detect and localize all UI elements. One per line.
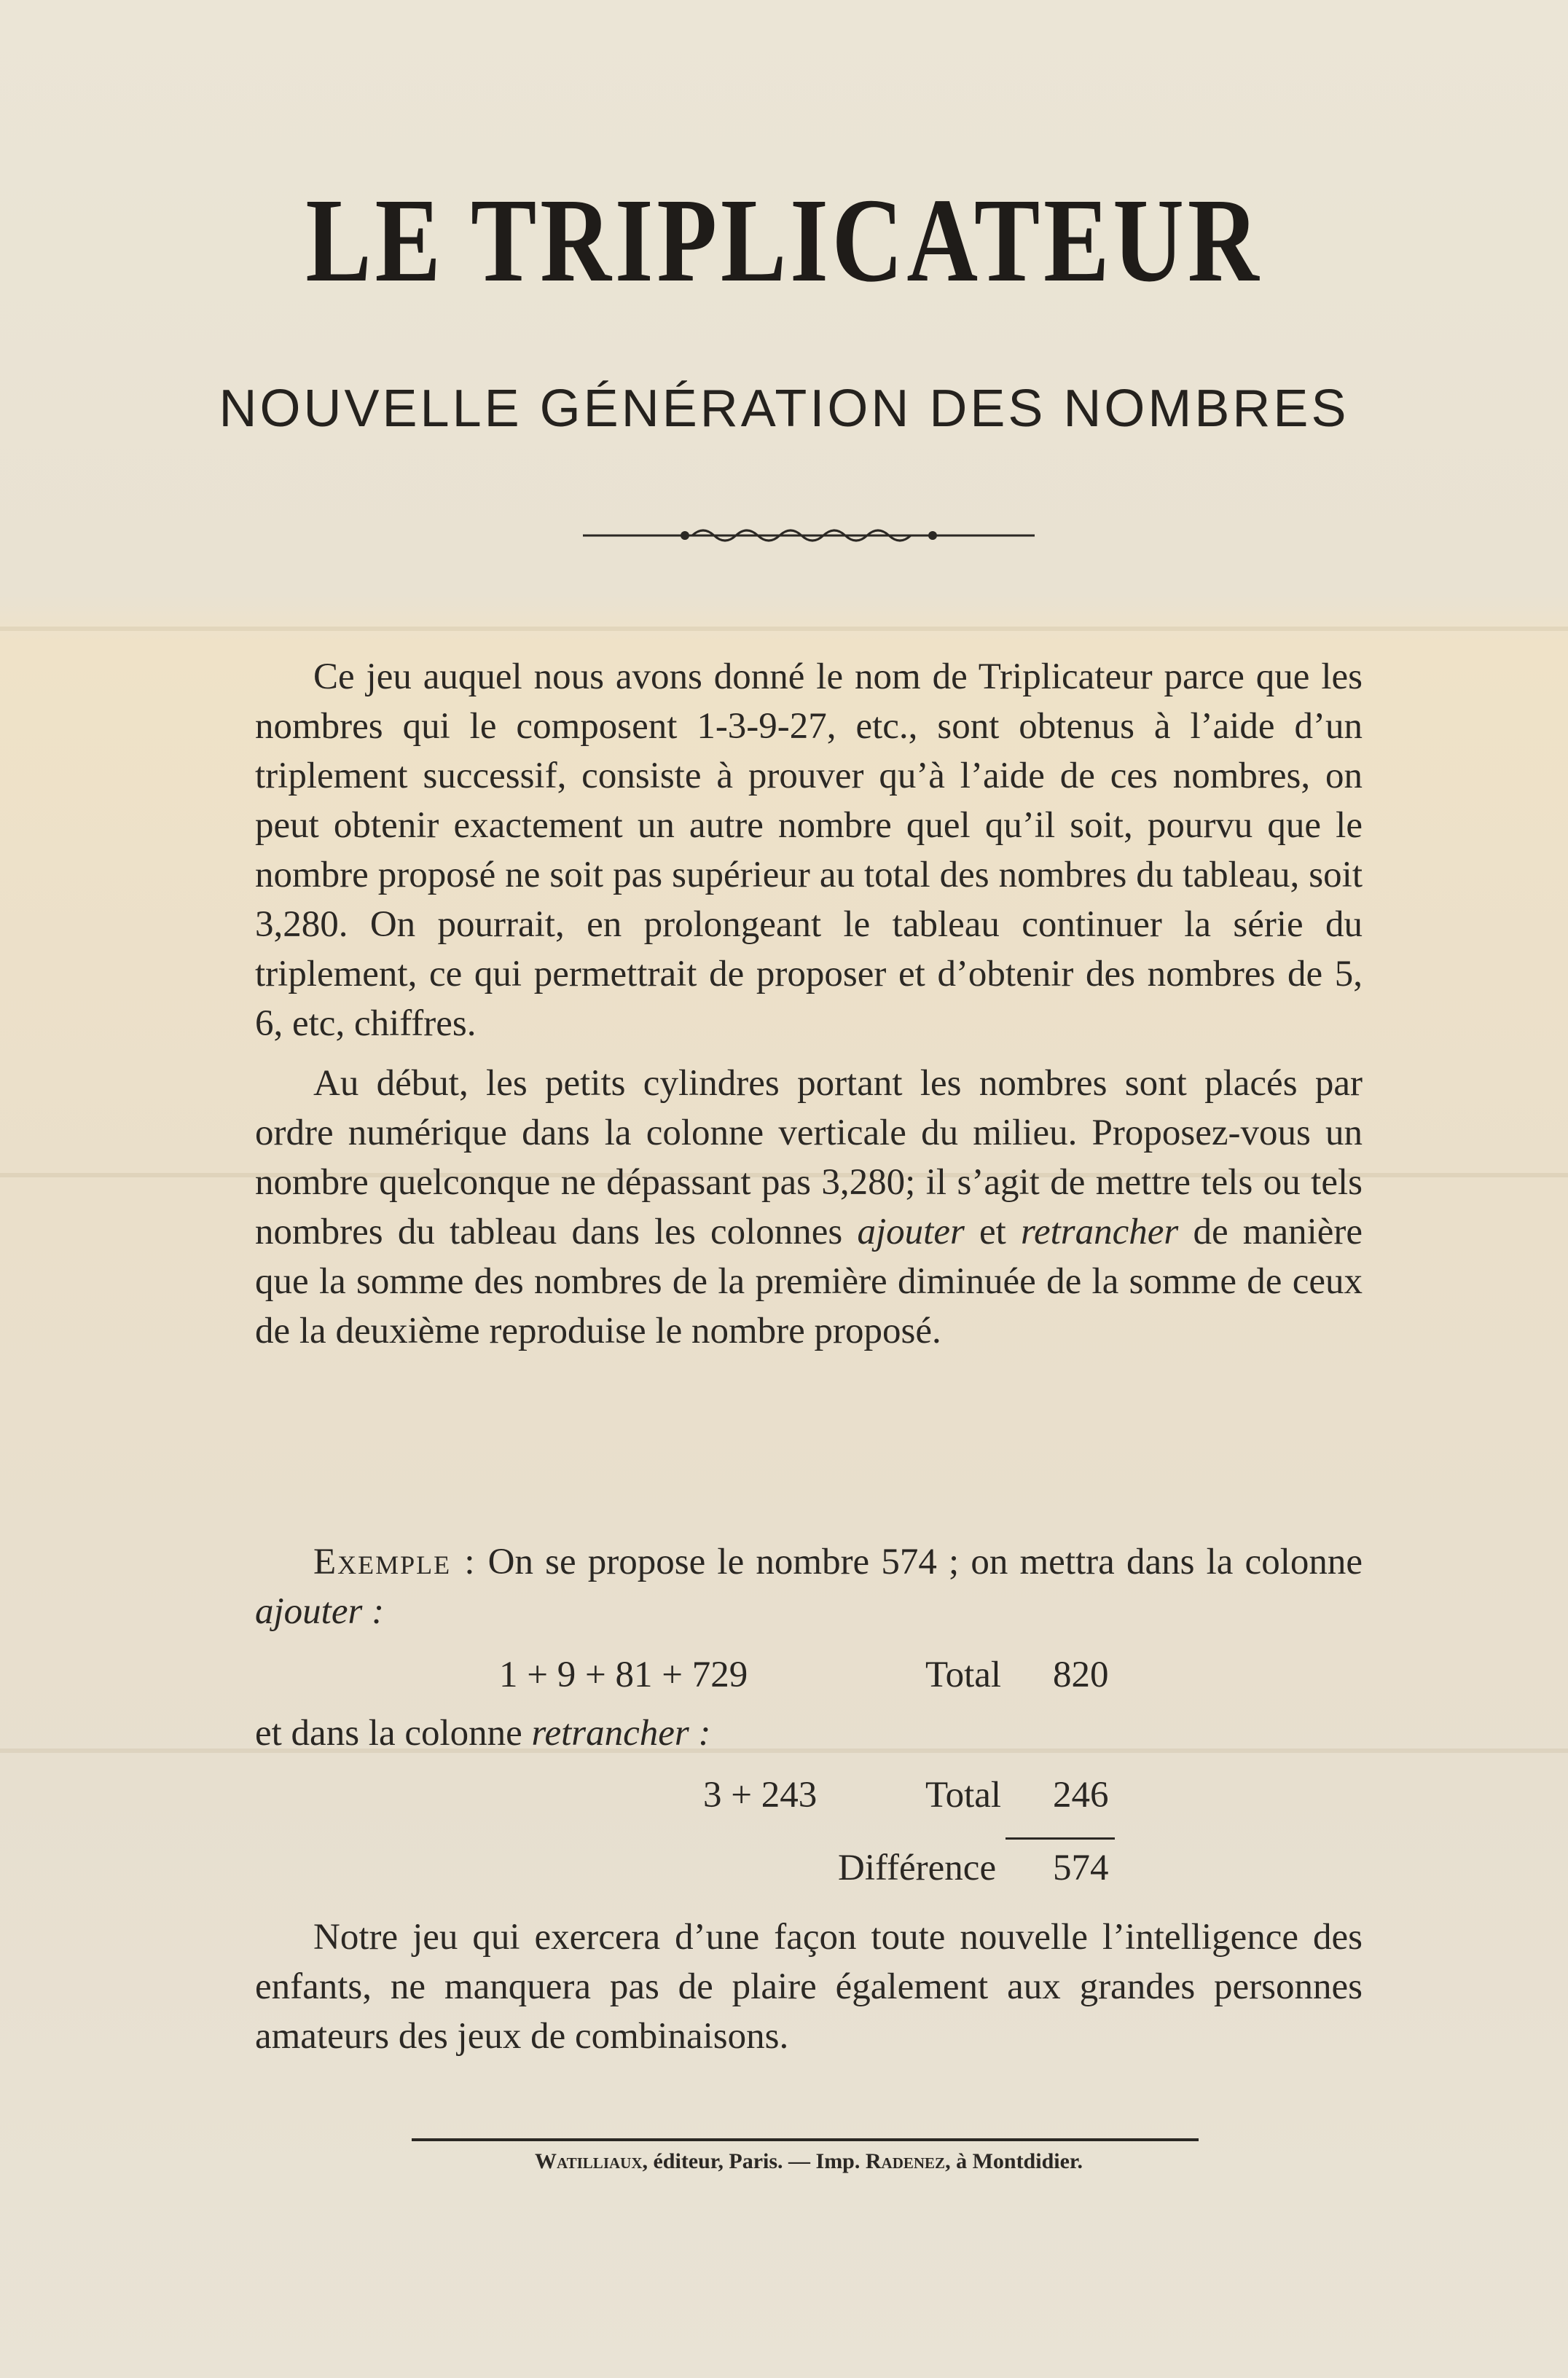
document-subtitle: NOUVELLE GÉNÉRATION DES NOMBRES [219, 380, 1349, 438]
sub-total-value: 246 [1053, 1775, 1109, 1816]
difference-value: 574 [1053, 1848, 1109, 1888]
term-retrancher: retrancher [1021, 1212, 1179, 1252]
term-retrancher: retrancher : [531, 1713, 711, 1754]
paragraph-rules [255, 1059, 1363, 1356]
sub-expression: 3 + 243 [703, 1775, 818, 1816]
footer-rule [412, 2138, 1199, 2141]
example-retrancher-line [255, 1712, 711, 1754]
printer-imprint [408, 2149, 1210, 2174]
difference-label: Différence [838, 1848, 997, 1888]
printer-name: Radenez [865, 2149, 946, 2173]
sub-total-label: Total [925, 1775, 1002, 1816]
add-total-label: Total [925, 1655, 1002, 1695]
sum-rule [1006, 1837, 1115, 1840]
example-label: Exemple : [313, 1542, 477, 1582]
printer-info: , à Montdidier. [945, 2149, 1083, 2173]
term-ajouter: ajouter [857, 1212, 965, 1252]
body-text [255, 652, 1363, 1356]
paragraph-rules-text: Au début, les petits cylindres portant les nombres sont placés par ordre numérique dans la colonne verticale du milieu. Proposez-vous un nombre quelconque ne dépassant pas 3,280; il s’agit de mettre tels ou tels nombres du tableau dans les colonnes [255, 1063, 1363, 1252]
paragraph-closing: Notre jeu qui exercera d’une façon toute nouvelle l’intelligence des enfants, ne manquera pas de plaire également aux grandes personnes amateurs des jeux de combinaisons. [255, 1917, 1363, 2057]
example-intro [255, 1537, 1363, 1636]
paragraph-rules-text: de manière que la somme des nombres de la première diminuée de la somme de ceux de la deuxième reproduise le nombre proposé. [255, 1212, 1363, 1351]
paragraph-rules-text: et [964, 1212, 1022, 1252]
publisher-info: , éditeur, Paris. — Imp. [642, 2149, 866, 2173]
paragraph-intro: Ce jeu auquel nous avons donné le nom de Triplicateur parce que les nombres qui le composent 1-3-9-27, etc., sont obtenus à l’aide d’un triplement successif, consiste à prouver qu’à l’aide de ces nombres, on peut obtenir exactement un autre nombre quel qu’il soit, pourvu que le nombre proposé ne soit pas supérieur au total des nombres du tableau, soit 3,280. On pourrait, en prolongeant le tableau continuer la série du triplement, ce qui permettrait de proposer et d’obtenir des nombres de 5, 6, etc, chiffres. [255, 656, 1363, 1044]
term-ajouter: ajouter : [255, 1591, 385, 1632]
ornament-divider-icon [583, 521, 1035, 550]
publisher-name: Watilliaux [535, 2149, 643, 2173]
document-title: LE TRIPLICATEUR [305, 173, 1263, 307]
add-expression: 1 + 9 + 81 + 729 [499, 1655, 748, 1695]
paper-fold [0, 1749, 1568, 1753]
closing-text [255, 1912, 1363, 2061]
add-total-value: 820 [1053, 1655, 1109, 1695]
paper-fold [0, 627, 1568, 631]
example-text: et dans la colonne [255, 1713, 532, 1754]
example-text: On se propose le nombre 574 ; on mettra dans la colonne [476, 1542, 1363, 1582]
